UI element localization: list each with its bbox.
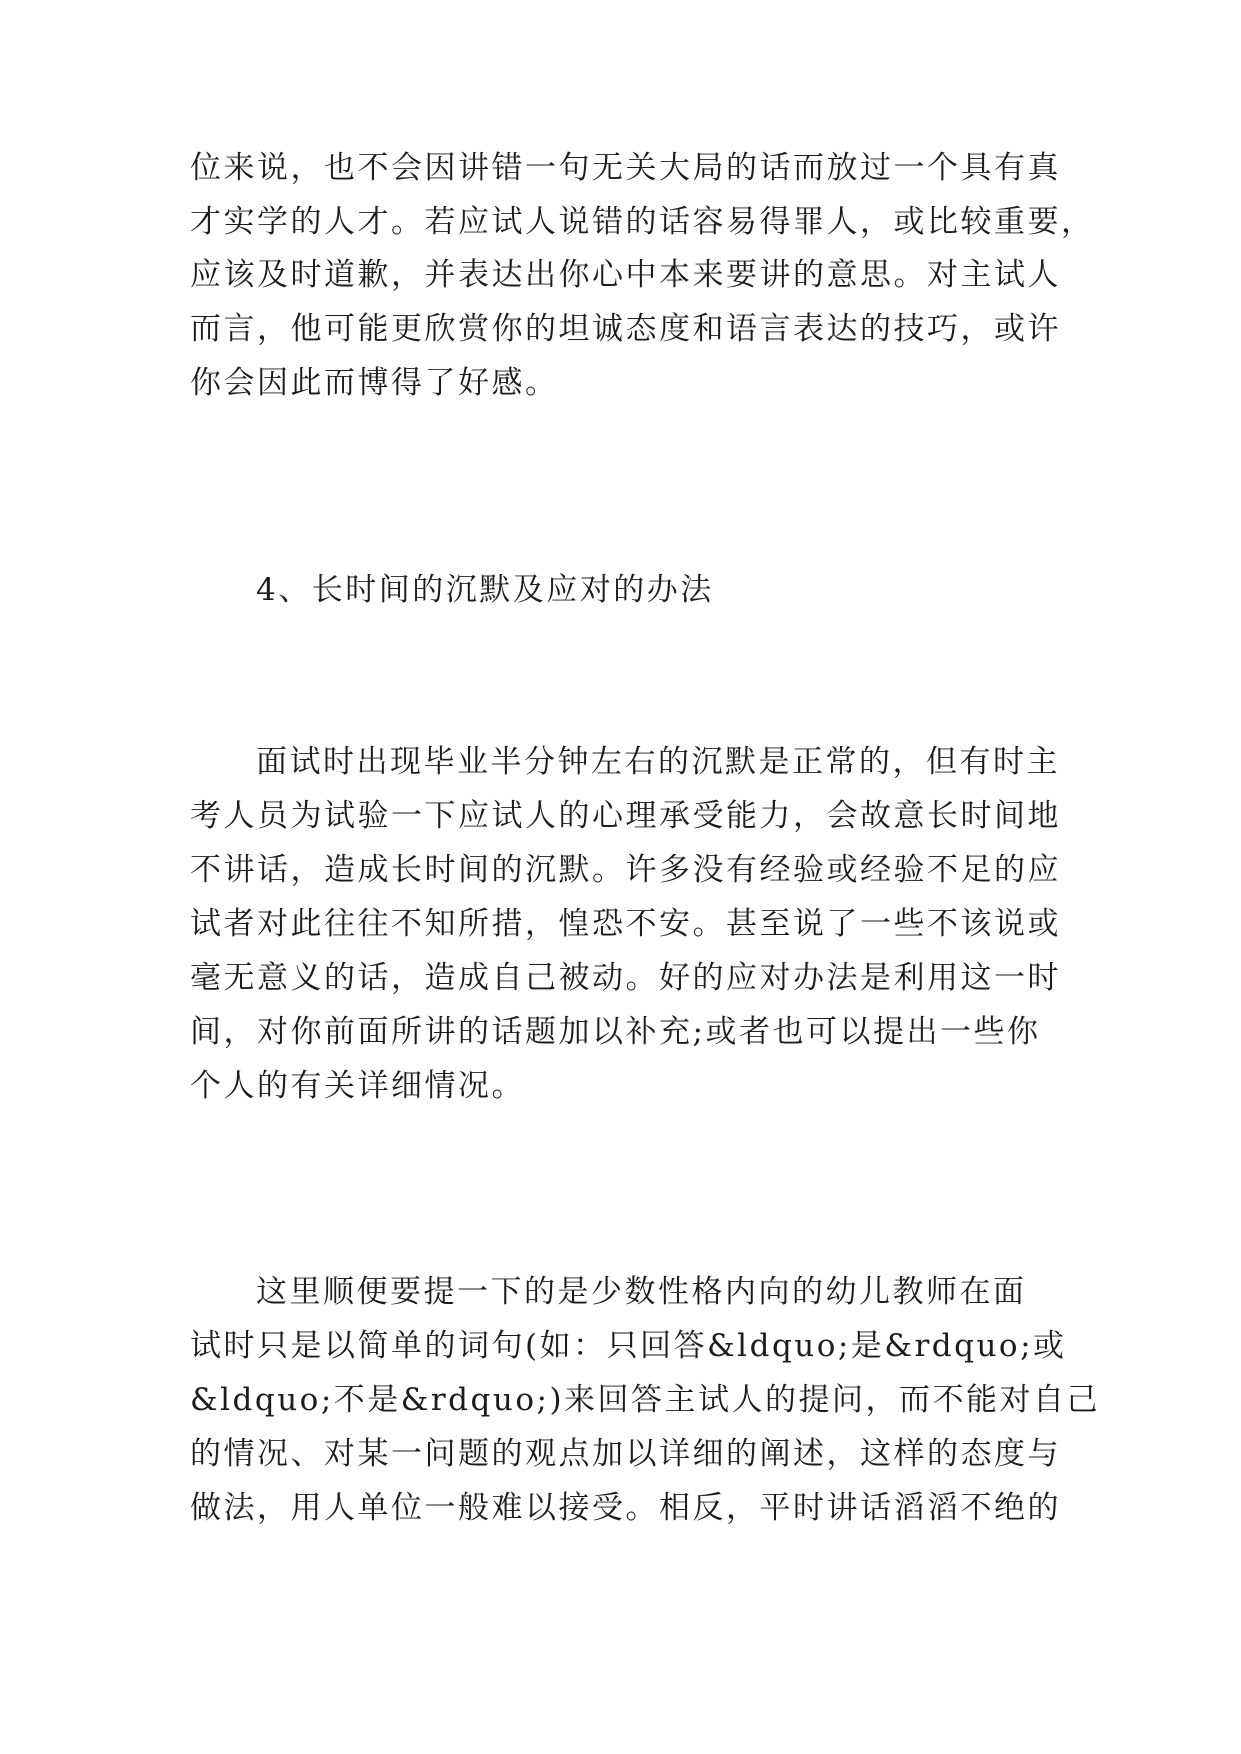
paragraph-2-line-2: 考人员为试验一下应试人的心理承受能力，会故意长时间地 [190, 798, 1061, 834]
paragraph-2-line-4: 试者对此往往不知所措，惶恐不安。甚至说了一些不该说或 [190, 906, 1061, 942]
paragraph-2-line-3: 不讲话，造成长时间的沉默。许多没有经验或经验不足的应 [190, 852, 1061, 888]
paragraph-3-line-5: 做法，用人单位一般难以接受。相反，平时讲话滔滔不绝的 [190, 1490, 1061, 1526]
paragraph-2-line-7: 个人的有关详细情况。 [190, 1068, 525, 1104]
paragraph-2-line-5: 毫无意义的话，造成自己被动。好的应对办法是利用这一时 [190, 960, 1061, 996]
section-heading: 4、长时间的沉默及应对的办法 [256, 572, 714, 608]
paragraph-1-line-1: 位来说，也不会因讲错一句无关大局的话而放过一个具有真 [190, 150, 1061, 186]
paragraph-1-line-3: 应该及时道歉，并表达出你心中本来要讲的意思。对主试人 [190, 257, 1061, 293]
paragraph-1-line-2: 才实学的人才。若应试人说错的话容易得罪人，或比较重要， [190, 204, 1095, 240]
paragraph-3-line-2: 试时只是以简单的词句(如：只回答&ldquo;是&rdquo;或 [190, 1328, 1067, 1364]
paragraph-3-line-1: 这里顺便要提一下的是少数性格内向的幼儿教师在面 [256, 1274, 1027, 1310]
paragraph-3-line-4: 的情况、对某一问题的观点加以详细的阐述，这样的态度与 [190, 1436, 1061, 1472]
paragraph-3-line-3: &ldquo;不是&rdquo;)来回答主试人的提问，而不能对自己 [190, 1382, 1101, 1418]
paragraph-2-line-1: 面试时出现毕业半分钟左右的沉默是正常的，但有时主 [256, 744, 1060, 780]
paragraph-1-line-5: 你会因此而博得了好感。 [190, 365, 559, 401]
paragraph-1-line-4: 而言，他可能更欣赏你的坦诚态度和语言表达的技巧，或许 [190, 311, 1061, 347]
paragraph-2-line-6: 间，对你前面所讲的话题加以补充;或者也可以提出一些你 [190, 1014, 1041, 1050]
